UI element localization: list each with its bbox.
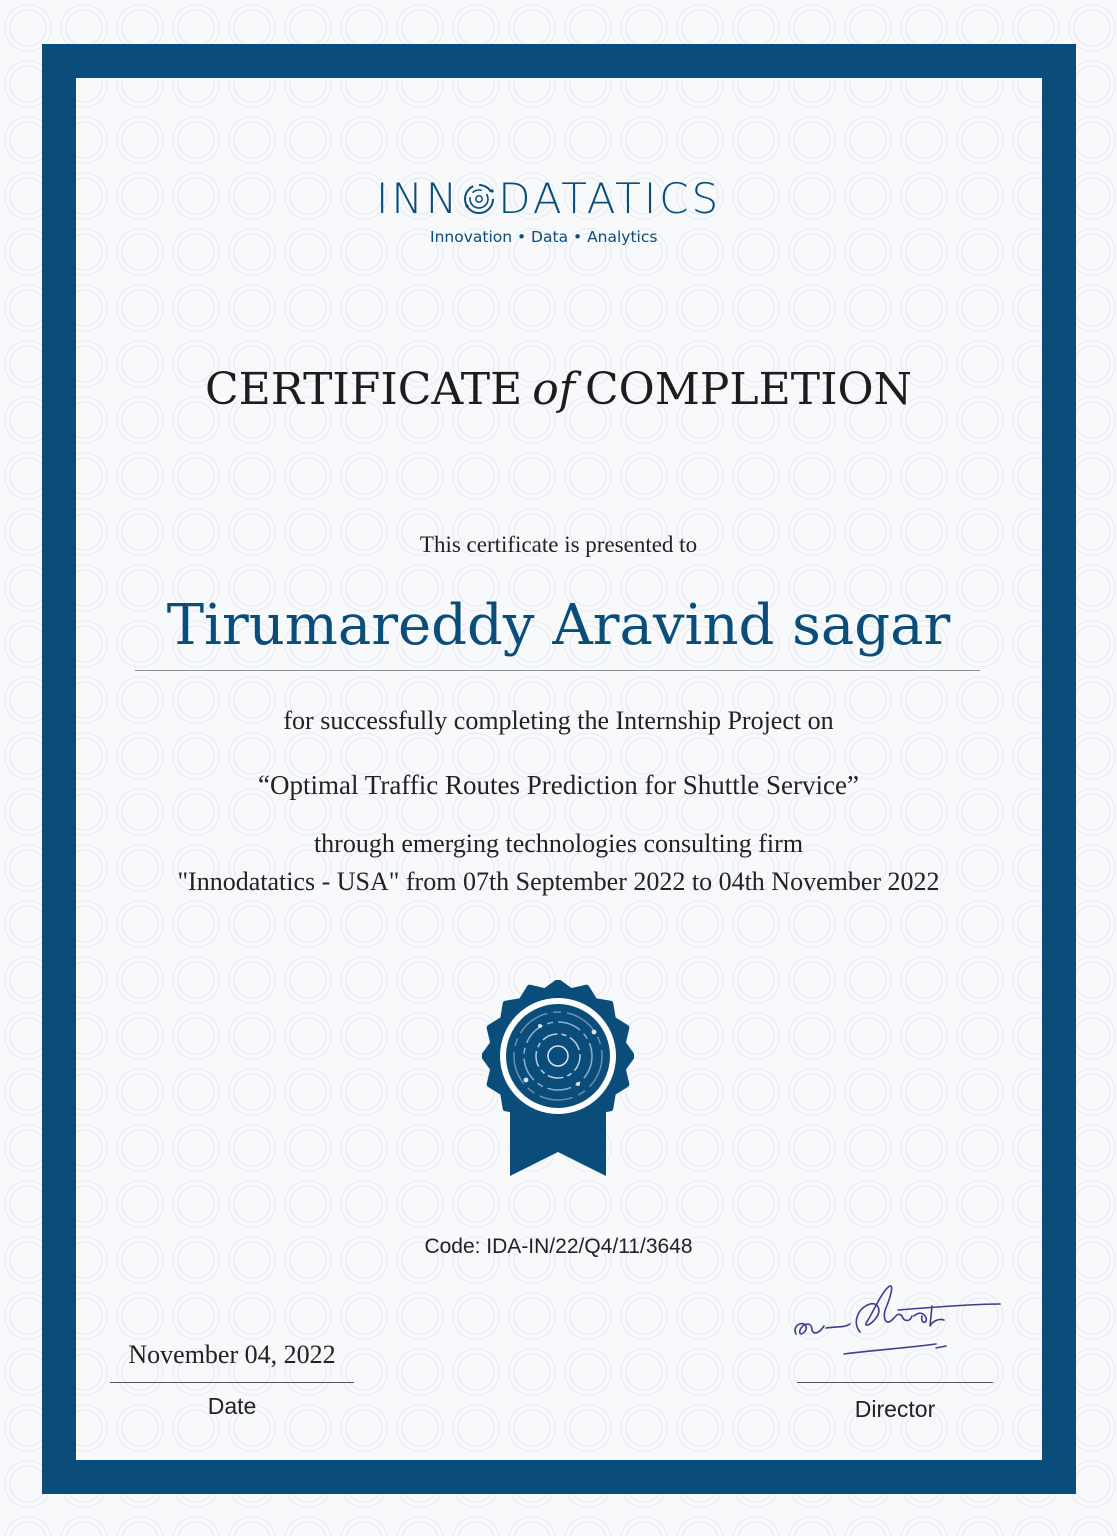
title-completion: COMPLETION	[585, 364, 913, 415]
award-ribbon-icon	[482, 980, 634, 1186]
issue-date: November 04, 2022	[128, 1340, 336, 1369]
certificate-title	[0, 360, 1117, 420]
logo-wordmark-left: INN	[376, 174, 461, 223]
logo-wordmark-right: DATATICS	[498, 174, 722, 223]
date-line	[110, 1382, 354, 1383]
completion-statement: for successfully completing the Internship Project on	[283, 706, 834, 735]
date-label: Date	[207, 1393, 257, 1419]
brand-logo	[376, 176, 742, 248]
title-of: of	[532, 364, 575, 415]
logo-tagline: Innovation • Data • Analytics	[430, 228, 658, 246]
director-line	[797, 1382, 993, 1383]
project-title: “Optimal Traffic Routes Prediction for Shuttle Service”	[258, 770, 859, 800]
name-underline	[135, 670, 980, 671]
presented-to-text: This certificate is presented to	[419, 532, 698, 557]
title-certificate: CERTIFICATE	[204, 364, 523, 415]
recipient-name: Tirumareddy Aravind sagar	[166, 593, 951, 658]
circuit-ring-icon	[462, 182, 496, 216]
certificate-code: Code: IDA-IN/22/Q4/11/3648	[424, 1235, 693, 1258]
director-label: Director	[854, 1396, 936, 1422]
logo-wordmark	[376, 176, 721, 222]
firm-statement: through emerging technologies consulting firm	[313, 829, 804, 858]
firm-and-dates: "Innodatatics - USA" from 07th September 2022 to 04th November 2022	[177, 867, 940, 896]
handwritten-signature	[786, 1282, 1006, 1364]
certificate-border	[42, 44, 1076, 1494]
